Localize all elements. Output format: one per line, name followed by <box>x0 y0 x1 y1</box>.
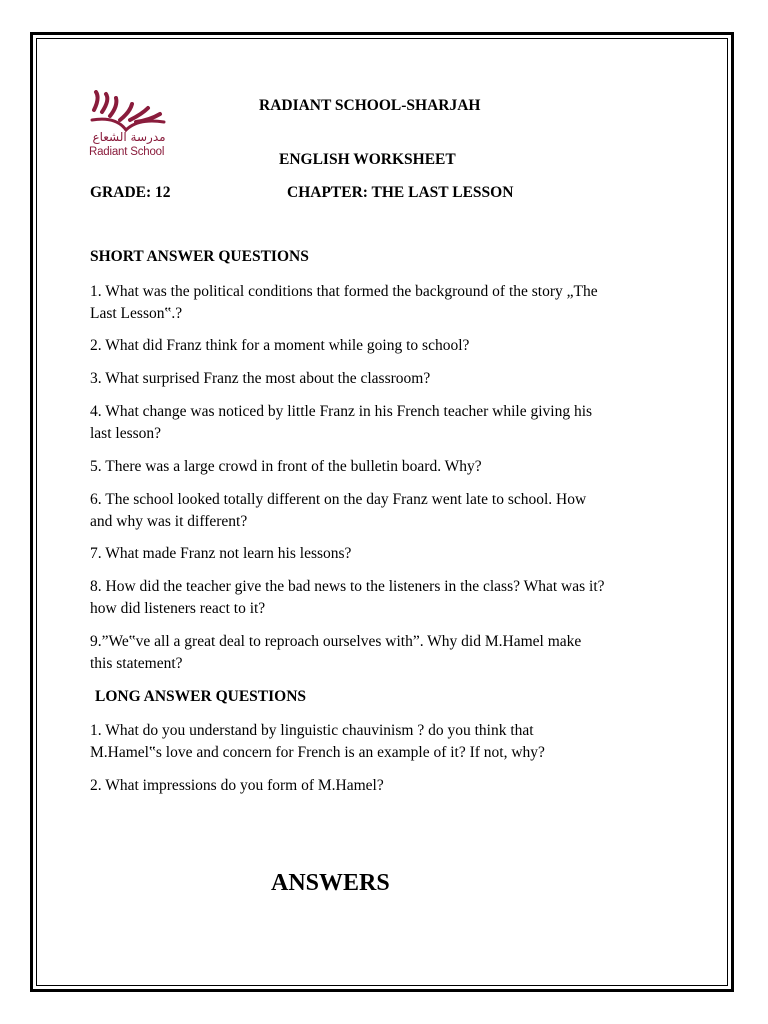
short-question-2: 2. What did Franz think for a moment while going to school? <box>90 337 470 354</box>
short-question-9-line-1: 9.”We‟ve all a great deal to reproach ourselves with”. Why did M.Hamel make <box>90 633 582 650</box>
short-question-4-line-1: 4. What change was noticed by little Franz in his French teacher while giving his <box>90 403 593 420</box>
long-question-1-line-1: 1. What do you understand by linguistic chauvinism ? do you think that <box>90 722 534 739</box>
long-answer-heading: LONG ANSWER QUESTIONS <box>95 688 307 705</box>
short-question-5: 5. There was a large crowd in front of the bulletin board. Why? <box>90 458 482 475</box>
short-question-6-line-2: and why was it different? <box>90 513 248 530</box>
grade-label: GRADE: 12 <box>90 184 171 201</box>
short-question-8-line-2: how did listeners react to it? <box>90 600 266 617</box>
logo-arabic-text: مدرسة الشعاع <box>92 130 166 144</box>
short-answer-heading: SHORT ANSWER QUESTIONS <box>90 248 309 265</box>
school-name: RADIANT SCHOOL-SHARJAH <box>259 97 481 114</box>
short-question-4-line-2: last lesson? <box>90 425 162 442</box>
short-question-3: 3. What surprised Franz the most about the classroom? <box>90 370 431 387</box>
long-question-1-line-2: M.Hamel‟s love and concern for French is an example of it? If not, why? <box>90 744 545 761</box>
short-question-8-line-1: 8. How did the teacher give the bad news to the listeners in the class? What was it? <box>90 578 605 595</box>
short-question-1-line-1: 1. What was the political conditions that formed the background of the story „The <box>90 283 598 300</box>
short-question-9-line-2: this statement? <box>90 655 183 672</box>
logo-english-text: Radiant School <box>89 146 165 158</box>
answers-heading: ANSWERS <box>271 870 390 896</box>
short-question-7: 7. What made Franz not learn his lessons? <box>90 545 352 562</box>
worksheet-title: ENGLISH WORKSHEET <box>279 151 456 168</box>
short-question-6-line-1: 6. The school looked totally different on the day Franz went late to school. How <box>90 491 587 508</box>
long-question-2: 2. What impressions do you form of M.Hamel? <box>90 777 384 794</box>
short-question-1-line-2: Last Lesson‟.? <box>90 305 183 322</box>
chapter-label: CHAPTER: THE LAST LESSON <box>287 184 514 201</box>
